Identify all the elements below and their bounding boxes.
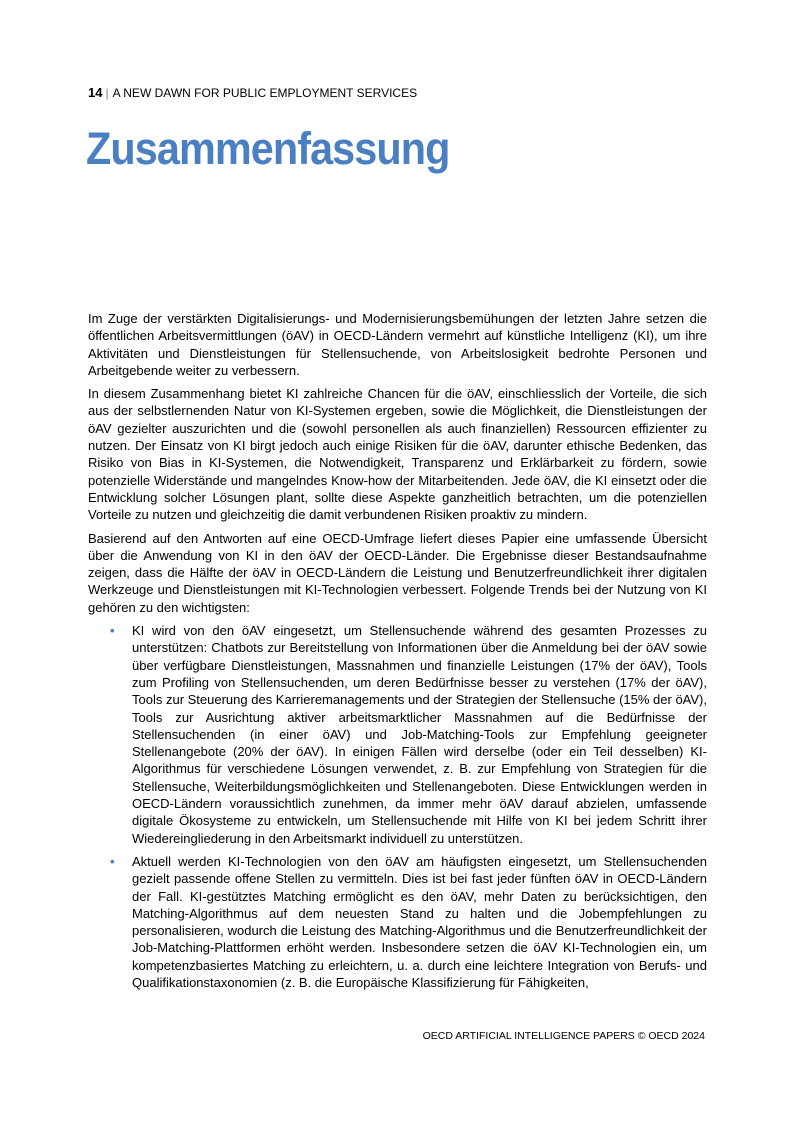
paragraph: In diesem Zusammenhang bietet KI zahlreiche Chancen für die öAV, einschliesslich der Vorteile, die sich aus der selbstlernenden Natur von KI-Systemen ergeben, sowie die Möglichkeit, die Dienstleistungen der öAV gezielter auszurichten und die (sowohl personellen als auch finanziellen) Ressourcen effizienter zu nutzen. Der Einsatz von KI birgt jedoch auch einige Risiken für die öAV, darunter ethische Bedenken, das Risiko von Bias in KI-Systemen, die Notwendigkeit, Transparenz und Erklärbarkeit zu fördern, sowie potenzielle Widerstände und mangelndes Know-how der Mitarbeitenden. Jede öAV, die KI einsetzt oder die Entwicklung solcher Lösungen plant, sollte diese Aspekte ganzheitlich betrachten, um die potenziellen Vorteile zu nutzen und gleichzeitig die damit verbundenen Risiken proaktiv zu mindern. <box>88 386 707 523</box>
bullet-icon: • <box>110 623 115 639</box>
page-footer: OECD ARTIFICIAL INTELLIGENCE PAPERS © OECD 2024 <box>422 1030 705 1042</box>
paragraph: Basierend auf den Antworten auf eine OECD-Umfrage liefert dieses Papier eine umfassende Übersicht über die Anwendung von KI in den öAV der OECD-Länder. Die Ergebnisse dieser Bestandsaufnahme zeigen, dass die Hälfte der öAV in OECD-Ländern die Leistung und Benutzerfreundlichkeit ihrer digitalen Werkzeuge und Dienstleistungen mit KI-Technologien verbessert. Folgende Trends bei der Nutzung von KI gehören zu den wichtigsten: <box>88 530 707 615</box>
running-header <box>88 86 417 100</box>
bullet-icon: • <box>110 853 115 869</box>
bullet-item <box>88 853 707 991</box>
bullet-text: KI wird von den öAV eingesetzt, um Stellensuchende während des gesamten Prozesses zu unterstützen: Chatbots zur Bereitstellung von Informationen über die Anmeldung bei der öAV sowie über verfügbare Dienstleistungen, Massnahmen und finanzielle Leistungen (17% der öAV), Tools zum Profiling von Stellensuchenden, um deren Bedürfnisse besser zu verstehen (17% der öAV), Tools zur Steuerung des Karrieremanagements und der Strategien der Stellensuche (15% der öAV), Tools zur Ausrichtung aktiver arbeitsmarktlicher Massnahmen auf die Bedürfnisse der Stellensuchenden (in einer öAV) und Job-Matching-Tools zur Empfehlung geeigneter Stellenangebote (20% der öAV). In einigen Fällen wird derselbe (oder ein Teil desselben) KI-Algorithmus für verschiedene Lösungen verwendet, z. B. zur Empfehlung von Strategien für die Stellensuche, Weiterbildungsmöglichkeiten und Stellenangeboten. Diese Entwicklungen werden in OECD-Ländern voraussichtlich zunehmen, da immer mehr öAV darauf abzielen, umfassende digitale Ökosysteme zu entwickeln, um Stellensuchende mit Hilfe von KI bei jedem Schritt ihrer Wiedereingliederung in den Arbeitsmarkt individuell zu unterstützen. <box>132 623 707 846</box>
bullet-text: Aktuell werden KI-Technologien von den öAV am häufigsten eingesetzt, um Stellensuchenden gezielt passende offene Stellen zu vermitteln. Dies ist bei fast jeder fünften öAV in OECD-Ländern der Fall. KI-gestütztes Matching ermöglicht es den öAV, mehr Daten zu berücksichtigen, den Matching-Algorithmus auf dem neuesten Stand zu halten und die Jobempfehlungen zu personalisieren, wodurch die Leistung des Matching-Algorithmus und die Benutzerfreundlichkeit der Job-Matching-Plattformen erhöht werden. Insbesondere setzen die öAV KI-Technologien ein, um kompetenzbasiertes Matching zu erleichtern, u. a. durch eine leichtere Integration von Berufs- und Qualifikationstaxonomien (z. B. die Europäische Klassifizierung für Fähigkeiten, <box>132 853 707 990</box>
paragraph: Im Zuge der verstärkten Digitalisierungs- und Modernisierungsbemühungen der letzten Jahre setzen die öffentlichen Arbeitsvermittlungen (öAV) in OECD-Ländern vermehrt auf künstliche Intelligenz (KI), um ihre Aktivitäten und Dienstleistungen für Stellensuchende, von Arbeitslosigkeit bedrohte Personen und Arbeitgebende weiter zu verbessern. <box>88 311 707 378</box>
header-separator: | <box>105 86 109 100</box>
page-number: 14 <box>88 85 103 100</box>
bullet-item <box>88 622 707 847</box>
body-text <box>88 310 707 997</box>
running-title: A NEW DAWN FOR PUBLIC EMPLOYMENT SERVICES <box>112 86 418 100</box>
bullet-list <box>88 622 707 991</box>
chapter-title: Zusammenfassung <box>86 123 450 174</box>
